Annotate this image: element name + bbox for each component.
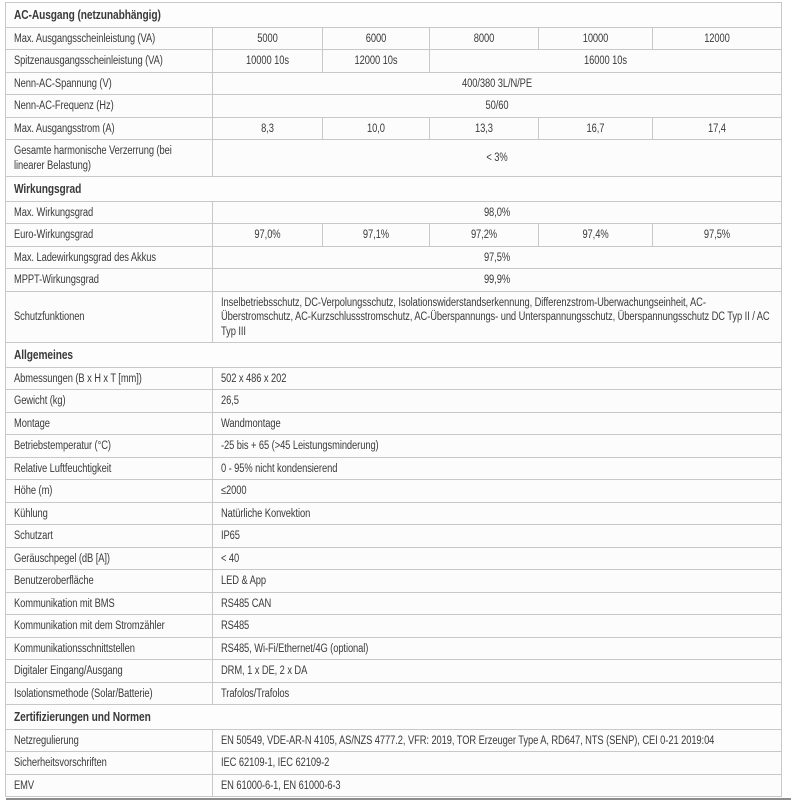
cell-text: Nenn-AC-Spannung (V) [14, 77, 112, 90]
cell-text: 16000 10s [584, 55, 627, 67]
table-row [6, 480, 782, 503]
value-cell [213, 660, 782, 683]
value-cell [213, 502, 782, 525]
cell-text: 8,3 [261, 122, 274, 135]
cell-text: MPPT-Wirkungsgrad [14, 274, 99, 286]
cell-text: Kommunikationsschnittstellen [14, 642, 135, 655]
row-label [6, 570, 213, 593]
cell-text: < 40 [221, 552, 240, 565]
row-label [6, 246, 213, 269]
cell-text: Schutzart [14, 530, 53, 542]
cell-text: 6000 [365, 32, 387, 45]
value-cell [430, 27, 539, 50]
cell-text: 97,4% [582, 229, 609, 241]
cell-text: Max. Ausgangsscheinleistung (VA) [14, 32, 156, 45]
cell-text: 8000 [473, 32, 495, 45]
table-row [6, 367, 782, 390]
spec-table [5, 2, 782, 797]
section-header-row [6, 177, 782, 202]
cell-text: Schutzfunktionen [14, 311, 85, 323]
row-label [6, 682, 213, 705]
cell-text: 97,2% [470, 229, 498, 241]
cell-text: RS485 CAN [221, 597, 272, 610]
cell-text: Euro-Wirkungsgrad [14, 229, 94, 241]
cell-text: Allgemeines [14, 348, 73, 362]
value-cell [213, 525, 782, 548]
cell-text: Gewicht (kg) [14, 395, 66, 407]
cell-text: 10000 10s [246, 55, 289, 67]
table-row [6, 525, 782, 548]
section-header-row [6, 3, 782, 28]
value-cell [213, 729, 782, 752]
table-row [6, 95, 782, 118]
value-cell [213, 390, 782, 413]
value-cell [213, 615, 782, 638]
value-cell [213, 224, 323, 247]
spec-table-body [6, 3, 782, 797]
row-label [6, 117, 213, 140]
cell-text: EMV [14, 779, 35, 792]
cell-text: EN 50549, VDE-AR-N 4105, AS/NZS 4777.2, VFR: 2019, TOR Erzeuger Type A, RD647, NTS (SENP), CEI 0-21 2019:04 [221, 734, 715, 747]
cell-text: Betriebstemperatur (°C) [14, 440, 111, 452]
cell-text: Abmessungen (B x H x T [mm]) [14, 372, 142, 385]
row-label [6, 502, 213, 525]
cell-text: Nenn-AC-Frequenz (Hz) [14, 100, 114, 112]
value-cell [213, 27, 323, 50]
cell-text: 502 x 486 x 202 [221, 372, 287, 385]
cell-text: IP65 [221, 530, 240, 542]
row-label [6, 367, 213, 390]
bottom-divider [6, 798, 791, 800]
cell-text: 10,0 [367, 122, 385, 135]
value-cell [213, 367, 782, 390]
cell-text: EN 61000-6-1, EN 61000-6-3 [221, 779, 341, 792]
cell-text: Netzregulierung [14, 734, 79, 747]
value-cell [539, 117, 653, 140]
table-row [6, 435, 782, 458]
value-cell [539, 27, 653, 50]
table-row [6, 457, 782, 480]
cell-text: Gesamte harmonische Verzerrung (bei linearer Belastung) [14, 145, 172, 172]
value-cell [213, 570, 782, 593]
value-cell [213, 637, 782, 660]
cell-text: 5000 [257, 32, 278, 45]
cell-text: Kühlung [14, 507, 48, 520]
value-cell [213, 291, 782, 343]
section-title [6, 705, 782, 730]
cell-text: Spitzenausgangsscheinleistung (VA) [14, 55, 163, 67]
value-cell [430, 224, 539, 247]
cell-text: 17,4 [708, 122, 726, 135]
row-label [6, 615, 213, 638]
cell-text: Zertifizierungen und Normen [14, 710, 151, 724]
row-label [6, 592, 213, 615]
cell-text: 97,1% [362, 229, 390, 241]
value-cell [213, 269, 782, 292]
table-row [6, 201, 782, 224]
section-title [6, 343, 782, 368]
cell-text: LED & App [221, 575, 267, 587]
row-label [6, 547, 213, 570]
cell-text: 400/380 3L/N/PE [461, 77, 532, 90]
row-label [6, 457, 213, 480]
row-label [6, 390, 213, 413]
section-header-row [6, 705, 782, 730]
table-row [6, 27, 782, 50]
cell-text: Natürliche Konvektion [221, 507, 311, 520]
cell-text: 99,9% [483, 274, 511, 286]
row-label [6, 435, 213, 458]
cell-text: Digitaler Eingang/Ausgang [14, 665, 123, 677]
value-cell [213, 682, 782, 705]
row-label [6, 752, 213, 775]
table-row [6, 140, 782, 177]
cell-text: Höhe (m) [14, 485, 53, 497]
table-row [6, 390, 782, 413]
value-cell [323, 27, 430, 50]
row-label [6, 269, 213, 292]
row-label [6, 480, 213, 503]
table-row [6, 502, 782, 525]
row-label [6, 729, 213, 752]
cell-text: 50/60 [485, 100, 509, 112]
row-label [6, 637, 213, 660]
cell-text: ≤2000 [221, 485, 247, 497]
table-row [6, 592, 782, 615]
cell-text: < 3% [486, 152, 508, 165]
table-row [6, 412, 782, 435]
value-cell [213, 752, 782, 775]
table-row [6, 774, 782, 797]
value-cell [323, 50, 430, 73]
cell-text: RS485, Wi-Fi/Ethernet/4G (optional) [221, 642, 369, 655]
value-cell [213, 201, 782, 224]
cell-text: 0 - 95% nicht kondensierend [221, 462, 338, 475]
table-row [6, 752, 782, 775]
value-cell [213, 246, 782, 269]
cell-text: IEC 62109-1, IEC 62109-2 [221, 757, 330, 769]
cell-text: 12000 10s [354, 55, 398, 67]
cell-text: Montage [14, 417, 50, 430]
value-cell [213, 72, 782, 95]
cell-text: 12000 [704, 32, 730, 45]
value-cell [213, 50, 323, 73]
cell-text: 16,7 [586, 122, 605, 135]
cell-text: -25 bis + 65 (>45 Leistungsminderung) [221, 440, 379, 452]
cell-text: Inselbetriebsschutz, DC-Verpolungsschutz, Isolationswiderstandserkennung, Differenzstrom-Überwachungseinheit, AC-Überstromschutz, AC-Kurzschlussstromschutz, AC-Überspannungs- und Unterspannungsschutz, Überspannungsschutz DC Typ II / AC Typ III [221, 296, 770, 338]
table-row [6, 269, 782, 292]
table-row [6, 50, 782, 73]
value-cell [213, 457, 782, 480]
cell-text: 97,0% [254, 229, 281, 241]
value-cell [323, 224, 430, 247]
table-row [6, 682, 782, 705]
value-cell [653, 224, 782, 247]
table-row [6, 72, 782, 95]
table-row [6, 615, 782, 638]
section-title [6, 177, 782, 202]
cell-text: Isolationsmethode (Solar/Batterie) [14, 687, 153, 700]
table-row [6, 547, 782, 570]
cell-text: Benutzeroberfläche [14, 575, 94, 587]
value-cell [213, 592, 782, 615]
table-row [6, 291, 782, 343]
value-cell [539, 224, 653, 247]
cell-text: Max. Ladewirkungsgrad des Akkus [14, 251, 156, 264]
cell-text: Max. Wirkungsgrad [14, 206, 94, 219]
row-label [6, 224, 213, 247]
row-label [6, 660, 213, 683]
value-cell [213, 480, 782, 503]
row-label [6, 95, 213, 118]
row-label [6, 140, 213, 177]
cell-text: 97,5% [483, 251, 511, 264]
value-cell [213, 412, 782, 435]
value-cell [213, 547, 782, 570]
table-row [6, 117, 782, 140]
row-label [6, 525, 213, 548]
cell-text: Kommunikation mit dem Stromzähler [14, 620, 165, 632]
cell-text: Sicherheitsvorschriften [14, 757, 107, 769]
value-cell [213, 774, 782, 797]
value-cell [213, 435, 782, 458]
table-row [6, 570, 782, 593]
table-row [6, 729, 782, 752]
row-label [6, 27, 213, 50]
cell-text: AC-Ausgang (netzunabhängig) [14, 8, 161, 22]
cell-text: RS485 [221, 620, 250, 632]
value-cell [213, 117, 323, 140]
section-header-row [6, 343, 782, 368]
value-cell [430, 117, 539, 140]
row-label [6, 412, 213, 435]
row-label [6, 291, 213, 343]
row-label [6, 50, 213, 73]
table-row [6, 637, 782, 660]
value-cell [430, 50, 782, 73]
value-cell [213, 140, 782, 177]
cell-text: Wandmontage [221, 417, 281, 430]
value-cell [653, 27, 782, 50]
cell-text: Relative Luftfeuchtigkeit [14, 462, 112, 475]
row-label [6, 72, 213, 95]
value-cell [653, 117, 782, 140]
table-row [6, 224, 782, 247]
cell-text: Kommunikation mit BMS [14, 597, 115, 610]
value-cell [213, 95, 782, 118]
cell-text: 13,3 [475, 122, 493, 135]
cell-text: 26,5 [221, 395, 239, 407]
table-row [6, 660, 782, 683]
value-cell [323, 117, 430, 140]
cell-text: Trafolos/Trafolos [221, 687, 290, 700]
cell-text: 97,5% [703, 229, 731, 241]
table-row [6, 246, 782, 269]
cell-text: Wirkungsgrad [14, 182, 82, 196]
row-label [6, 774, 213, 797]
section-title [6, 3, 782, 28]
cell-text: DRM, 1 x DE, 2 x DA [221, 665, 308, 677]
cell-text: 10000 [582, 32, 609, 45]
row-label [6, 201, 213, 224]
cell-text: Max. Ausgangsstrom (A) [14, 122, 115, 135]
cell-text: Geräuschpegel (dB [A]) [14, 552, 110, 565]
cell-text: 98,0% [483, 206, 511, 219]
